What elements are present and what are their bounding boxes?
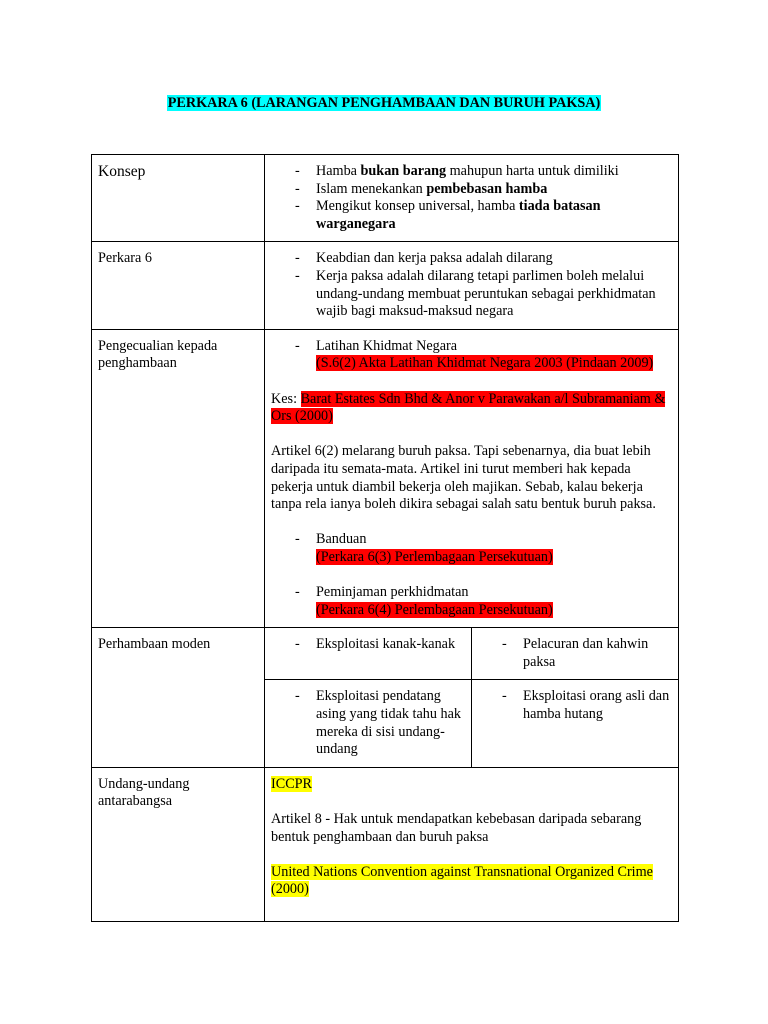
list-item: - Eksploitasi kanak-kanak [271, 636, 465, 654]
bullet-list [271, 338, 668, 356]
page-title [0, 95, 768, 113]
paragraph: Artikel 8 - Hak untuk mendapatkan kebebasan daripada sebarang bentuk penghambaan dan buruh paksa [271, 811, 642, 845]
statute-reference: (Perkara 6(3) Perlembagaan Persekutuan) [316, 548, 553, 565]
paragraph: Artikel 6(2) melarang buruh paksa. Tapi sebenarnya, dia buat lebih daripada itu semata-mata. Artikel ini turut memberi hak kepada pekerja untuk diambil bekerja oleh majikan. Sebab, kalau bekerja tanpa rela ianya boleh dikira sebagai salah satu bentuk buruh paksa. [271, 443, 656, 513]
table-row-konsep [92, 155, 679, 242]
table-row-pengecualian [92, 329, 679, 628]
row-content [265, 242, 679, 329]
notes-table [91, 154, 679, 922]
convention-label: United Nations Convention against Transnational Organized Crime (2000) [271, 863, 653, 898]
list-item: - Keabdian dan kerja paksa adalah dilarang [271, 250, 668, 268]
list-item: - Pelacuran dan kahwin paksa [478, 636, 672, 671]
bullet-list [271, 250, 668, 320]
table-row-perkara6 [92, 242, 679, 329]
list-item: - Eksploitasi pendatang asing yang tidak tahu hak mereka di sisi undang-undang [271, 688, 465, 758]
iccpr-label: ICCPR [271, 775, 313, 792]
statute-reference: (S.6(2) Akta Latihan Khidmat Negara 2003 (Pindaan 2009) [316, 355, 654, 372]
list-item: - Peminjaman perkhidmatan [271, 584, 668, 602]
row-label: Undang-undang antarabangsa [92, 767, 265, 921]
row-content [265, 628, 679, 768]
list-item: - Eksploitasi orang asli dan hamba hutang [478, 688, 672, 723]
row-label: Konsep [92, 155, 265, 242]
bullet-list [271, 584, 668, 602]
case-name: Barat Estates Sdn Bhd & Anor v Parawakan a/l Subramaniam & Ors (2000) [271, 390, 666, 425]
table-row-moden [92, 628, 679, 768]
row-label: Perkara 6 [92, 242, 265, 329]
row-label: Perhambaan moden [92, 628, 265, 768]
row-content [265, 329, 679, 628]
list-item: - Latihan Khidmat Negara [271, 338, 668, 356]
row-content [265, 767, 679, 921]
list-item: - Kerja paksa adalah dilarang tetapi parlimen boleh melalui undang-undang membuat peruntukan sebagai perkhidmatan wajib bagi maksud-maksud negara [271, 268, 668, 321]
list-item: - Mengikut konsep universal, hamba tiada batasan warganegara [271, 198, 668, 233]
nested-cell [472, 680, 679, 767]
bullet-list [271, 531, 668, 549]
page-title-text: PERKARA 6 (LARANGAN PENGHAMBAAN DAN BURUH PAKSA) [167, 95, 601, 111]
row-label: Pengecualian kepada penghambaan [92, 329, 265, 628]
list-item: - Islam menekankan pembebasan hamba [271, 181, 668, 199]
list-item: - Banduan [271, 531, 668, 549]
case-reference: Kes: Barat Estates Sdn Bhd & Anor v Parawakan a/l Subramaniam & Ors (2000) [271, 390, 666, 425]
table-row-antarabangsa [92, 767, 679, 921]
bullet-list [271, 163, 668, 233]
row-content [265, 155, 679, 242]
statute-reference: (Perkara 6(4) Perlembagaan Persekutuan) [316, 601, 553, 618]
nested-cell [472, 628, 679, 680]
nested-cell [265, 680, 472, 767]
nested-table [265, 628, 678, 767]
list-item: - Hamba bukan barang mahupun harta untuk dimiliki [271, 163, 668, 181]
nested-cell [265, 628, 472, 680]
